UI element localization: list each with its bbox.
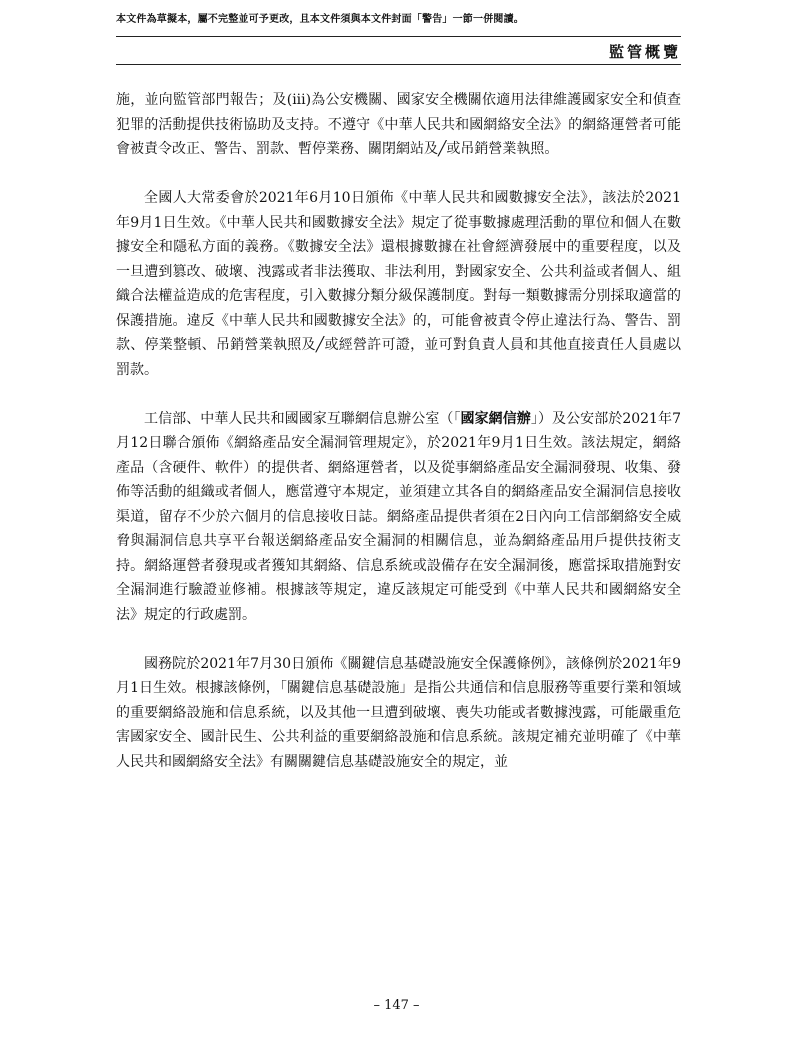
paragraph-continued: 施，並向監管部門報告；及(iii)為公安機關、國家安全機關依適用法律維護國家安全和偵查犯罪的活動提供技術協助及支持。不遵守《中華人民共和國網絡安全法》的網絡運營者可能會被責令改正、警告、罰款、暫停業務、關閉網站及╱或吊銷營業執照。: [116, 92, 681, 157]
header-rule-bottom: [116, 64, 681, 65]
defined-term: 國家網信辦: [460, 410, 531, 427]
paragraph-vulnerability-regulation: [116, 407, 681, 628]
paragraph-text-rest: 」）及公安部於2021年7月12日聯合頒佈《網絡產品安全漏洞管理規定》，於2021年9月1日生效。該法規定，網絡產品（含硬件、軟件）的提供者、網絡運營者，以及從事網絡產品安全漏洞發現、收集、發佈等活動的組織或者個人，應當遵守本規定，並須建立其各自的網絡產品安全漏洞信息接收渠道，留存不少於六個月的信息接收日誌。網絡產品提供者須在2日內向工信部網絡安全威脅與漏洞信息共享平台報送網絡產品安全漏洞的相關信息，並為網絡產品用戶提供技術支持。網絡運營者發現或者獲知其網絡、信息系統或設備存在安全漏洞後，應當採取措施對安全漏洞進行驗證並修補。根據該等規定，違反該規定可能受到《中華人民共和國網絡安全法》規定的行政處罰。: [116, 410, 682, 623]
paragraph-critical-infrastructure: 國務院於2021年7月30日頒佈《關鍵信息基礎設施安全保護條例》，該條例於2021年9月1日生效。根據該條例，「關鍵信息基礎設施」是指公共通信和信息服務等重要行業和領域的重要網絡設施和信息系統，以及其他一旦遭到破壞、喪失功能或者數據洩露，可能嚴重危害國家安全、國計民生、公共利益的重要網絡設施和信息系統。該規定補充並明確了《中華人民共和國網絡安全法》有關關鍵信息基礎設施安全的規定，並: [116, 655, 681, 770]
body-text: [116, 88, 681, 799]
page-number: – 147 –: [373, 998, 420, 1013]
section-title: 監管概覽: [608, 43, 681, 61]
paragraph-text-start: 工信部、中華人民共和國國家互聯網信息辦公室（「: [144, 410, 461, 427]
paragraph-data-security-law: 全國人大常委會於2021年6月10日頒佈《中華人民共和國數據安全法》，該法於2021年9月1日生效。《中華人民共和國數據安全法》規定了從事數據處理活動的單位和個人在數據安全和隱私方面的義務。《數據安全法》還根據數據在社會經濟發展中的重要程度，以及一旦遭到篡改、破壞、洩露或者非法獲取、非法利用，對國家安全、公共利益或者個人、組織合法權益造成的危害程度，引入數據分類分級保護制度。對每一類數據需分別採取適當的保護措施。違反《中華人民共和國數據安全法》的，可能會被責令停止違法行為、警告、罰款、停業整頓、吊銷營業執照及╱或經營許可證，並可對負責人員和其他直接責任人員處以罰款。: [116, 190, 681, 378]
draft-disclaimer: 本文件為草擬本，屬不完整並可予更改，且本文件須與本文件封面「警告」一節一併閱讀。: [116, 14, 524, 25]
header-rule-top: [116, 36, 681, 37]
